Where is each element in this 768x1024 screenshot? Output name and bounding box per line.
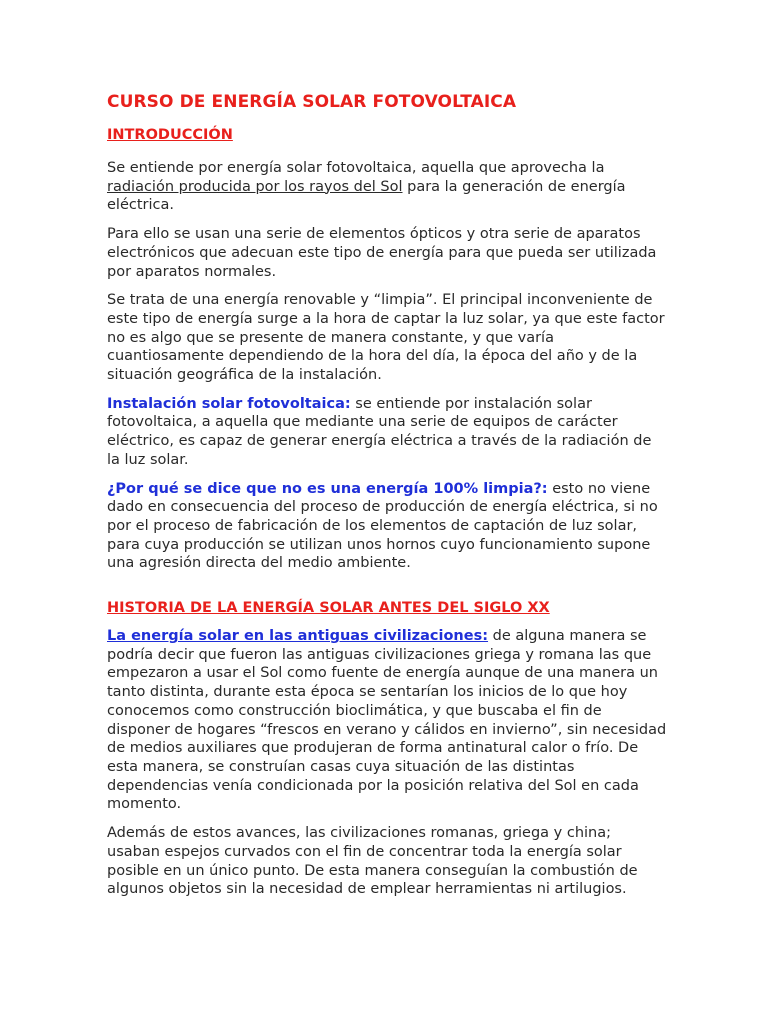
- ancient-civilizations-text: de alguna manera se podría decir que fueron las antiguas civilizaciones griega y romana las que empezaron a usar el Sol como fuente de energía aunque de una manera un tanto distinta, durante esta época se sentarían los inicios de lo que hoy conocemos como construcción bioclimática, y que buscaba el fin de disponer de hogares “frescos en verano y cálidos en invierno”, sin necesidad de medios auxiliares que produjeran de forma antinatural calor o frío. De esta manera, se construían casas cuya situación de las distintas dependencias venía condicionada por la posición relativa del Sol en cada momento.: [107, 628, 667, 813]
- history-paragraph-2: Además de estos avances, las civilizaciones romanas, griega y china; usaban espejos curvados con el fin de concentrar toda la energía solar posible en un único punto. De esta manera conseguían la combustión de algunos objetos sin la necesidad de emplear herramientas ni artilugios.: [107, 825, 638, 898]
- history-paragraph-1: [107, 627, 667, 814]
- intro-paragraph-2: Para ello se usan una serie de elementos ópticos y otra serie de aparatos electrónicos que adecuan este tipo de energía para que pueda ser utilizada por aparatos normales.: [107, 226, 657, 280]
- intro-p1-text-before: Se entiende por energía solar fotovoltaica, aquella que aprovecha la: [107, 160, 605, 176]
- installation-definition: se entiende por instalación solar fotovoltaica, a aquella que mediante una serie de equipos de carácter eléctrico, es capaz de generar energía eléctrica a través de la radiación de la luz solar.: [107, 395, 652, 468]
- ancient-civilizations-link[interactable]: La energía solar en las antiguas civilizaciones:: [107, 628, 489, 645]
- intro-paragraph-3: Se trata de una energía renovable y “limpia”. El principal inconveniente de este tipo de energía surge a la hora de captar la luz solar, ya que este factor no es algo que se presente de manera constante, y que varía cuantiosamente dependiendo de la hora del día, la época del año y de la situación geográfica de la instalación.: [107, 292, 665, 384]
- history-heading: HISTORIA DE LA ENERGÍA SOLAR ANTES DEL SIGLO XX: [107, 600, 550, 617]
- intro-p1-text-after: para la generación de energía eléctrica.: [107, 178, 626, 214]
- intro-paragraph-4: [107, 395, 667, 470]
- clean-energy-question: ¿Por qué se dice que no es una energía 100% limpia?:: [107, 480, 548, 497]
- installation-term: Instalación solar fotovoltaica:: [107, 395, 351, 412]
- intro-paragraph-1: [107, 159, 667, 215]
- document-page: [107, 92, 667, 899]
- intro-heading: INTRODUCCIÓN: [107, 127, 233, 143]
- clean-energy-answer: esto no viene dado en consecuencia del proceso de producción de energía eléctrica, si no por el proceso de fabricación de los elementos de captación de luz solar, para cuya producción se utilizan unos hornos cuyo funcionamiento supone una agresión directa del medio ambiente.: [107, 480, 658, 572]
- document-title: CURSO DE ENERGÍA SOLAR FOTOVOLTAICA: [107, 92, 517, 112]
- intro-paragraph-5: [107, 480, 667, 574]
- radiation-link[interactable]: radiación producida por los rayos del Sol: [107, 178, 403, 195]
